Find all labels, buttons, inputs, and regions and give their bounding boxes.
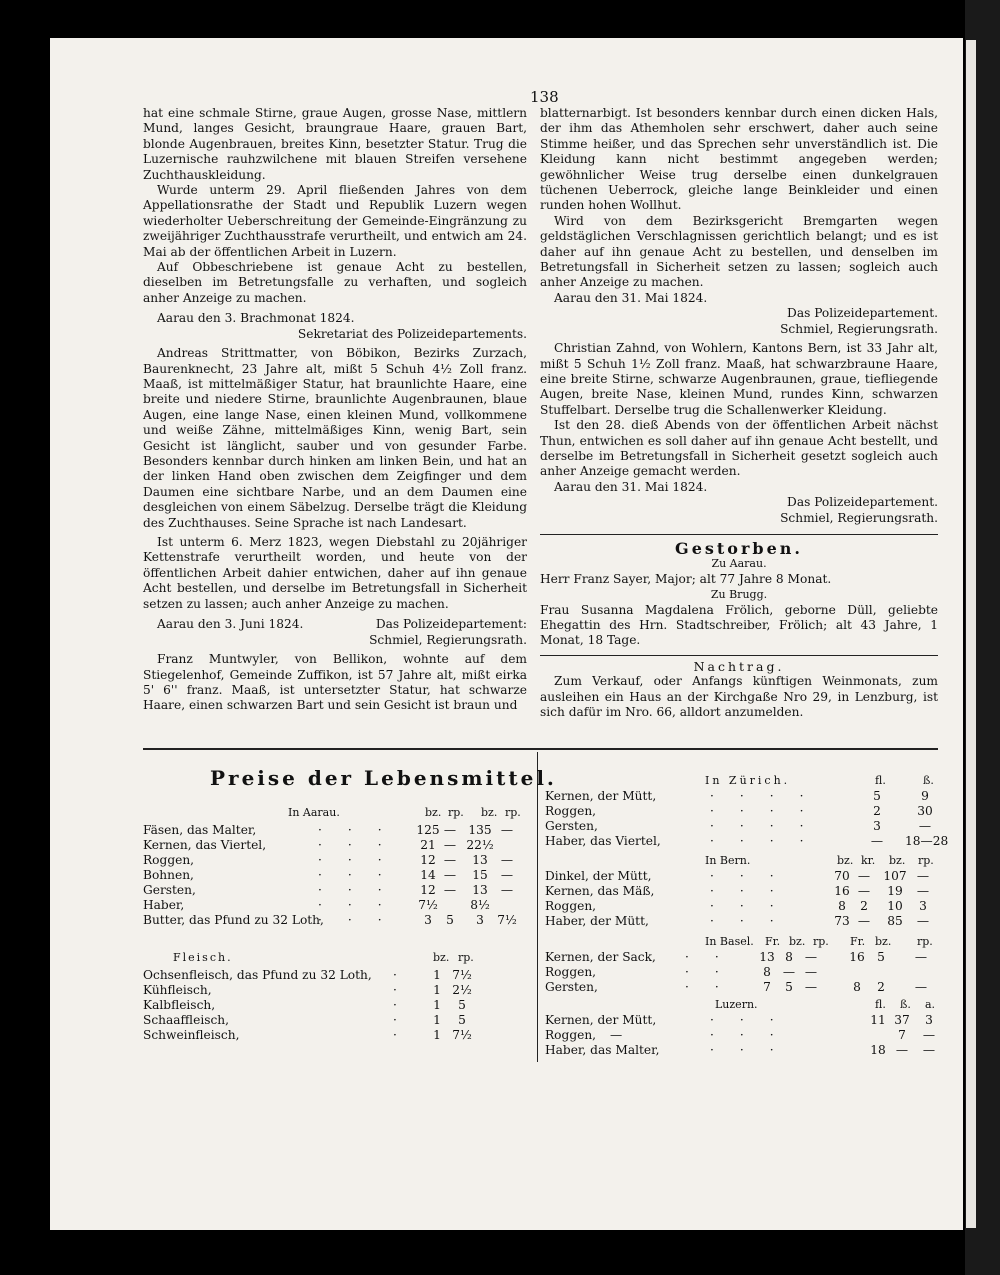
price-value: —: [500, 868, 514, 882]
price-value: —: [500, 883, 514, 897]
price-value: 1: [433, 1028, 441, 1042]
death-notice: Frau Susanna Magdalena Frölich, geborne Düll, geliebte Ehegattin des Hrn. Stadtschreiber, Frölich; alt 43 Jahre, 1 Monat, 18 Tage.: [540, 602, 938, 648]
leader-dots: ···: [710, 869, 800, 883]
signature: Schmiel, Regierungsrath.: [369, 632, 527, 647]
price-value: —: [443, 853, 457, 867]
price-value: 3: [925, 1013, 933, 1027]
price-value: —: [500, 853, 514, 867]
table-row: [143, 1013, 533, 1028]
leader-dots: ····: [710, 804, 830, 818]
date-line: Aarau den 31. Mai 1824.: [554, 290, 708, 305]
price-value: 7½: [418, 898, 438, 912]
item-label: Gersten,: [143, 883, 196, 897]
price-value: —: [857, 884, 871, 898]
dash: —: [610, 1028, 623, 1042]
section-divider: [143, 748, 938, 750]
price-value: 12: [420, 853, 436, 867]
paragraph: Zum Verkauf, oder Anfangs künftigen Weinmonats, zum ausleihen ein Haus an der Kirchgaße Nro 29, in Lenzburg, ist sich dafür im Nro. 66, alldort anzumelden.: [540, 674, 938, 720]
table-heading: In Zürich.: [705, 774, 791, 787]
item-label: Butter, das Pfund zu 32 Loth,: [143, 913, 324, 927]
price-value: —: [914, 950, 928, 964]
divider: [540, 534, 938, 535]
bern-prices-table: [545, 853, 940, 929]
table-heading: Luzern.: [715, 998, 758, 1011]
date-line: Aarau den 31. Mai 1824.: [554, 479, 708, 494]
fleisch-prices-table: [143, 950, 533, 1043]
column-header: rp.: [505, 806, 521, 819]
price-value: —: [857, 869, 871, 883]
zuerich-prices-table: [545, 773, 949, 849]
price-value: 2: [873, 804, 881, 818]
table-row: [545, 789, 940, 804]
price-value: 16: [834, 884, 850, 898]
price-value: 2½: [452, 983, 472, 997]
price-value: 10: [887, 899, 903, 913]
price-value: —: [916, 914, 930, 928]
column-header: bz.: [789, 935, 806, 948]
price-value: —: [870, 834, 884, 848]
price-value: 7½: [452, 1028, 472, 1042]
signature: Sekretariat des Polizeidepartements.: [297, 326, 527, 341]
column-header: bz.: [425, 806, 442, 819]
price-value: 7½: [452, 968, 472, 982]
price-value: 3: [476, 913, 484, 927]
price-value: 15: [472, 868, 488, 882]
leader-dots: ···: [318, 853, 408, 867]
death-notice: Herr Franz Sayer, Major; alt 77 Jahre 8 Monat.: [540, 571, 832, 586]
table-row: [143, 838, 533, 853]
price-value: 1: [433, 998, 441, 1012]
signature: Das Polizeidepartement.: [787, 495, 938, 510]
price-value: —: [916, 869, 930, 883]
column-header: bz.: [433, 951, 450, 964]
table-row: [545, 950, 940, 965]
date-line: Aarau den 3. Juni 1824.: [157, 617, 304, 631]
luzern-prices-table: [545, 997, 940, 1058]
column-header: a.: [925, 998, 936, 1011]
item-label: Kernen, der Mütt,: [545, 789, 657, 803]
table-row: [545, 980, 940, 995]
item-label: Ochsenfleisch, das Pfund zu 32 Loth,: [143, 968, 372, 982]
price-value: —: [918, 819, 932, 833]
item-label: Schaaffleisch,: [143, 1013, 230, 1027]
price-value: 1: [433, 983, 441, 997]
price-value: 125: [416, 823, 440, 837]
paragraph: Franz Muntwyler, von Bellikon, wohnte auf dem Stiegelenhof, Gemeinde Zuffikon, ist 57 Jahre alt, mißt eirka 5' 6'' franz. Maaß, ist untersetzter Statur, hat schwarze Haare, einen schwarzen Bart und sein Gesicht ist braun und: [143, 652, 527, 713]
leader-dots: ···: [318, 823, 408, 837]
table-row: [545, 834, 949, 849]
table-row: [545, 804, 940, 819]
leader-dots: ···: [710, 899, 800, 913]
leader-dots: ···: [318, 883, 408, 897]
leader-dots: ···: [710, 1043, 800, 1057]
item-label: Gersten,: [545, 819, 598, 833]
price-value: —: [443, 823, 457, 837]
divider: [540, 655, 938, 656]
item-label: Roggen,: [545, 899, 597, 913]
paragraph: Andreas Strittmatter, von Böbikon, Bezirks Zurzach, Baurenknecht, 23 Jahre alt, mißt 5 Schuh 4½ Zoll franz. Maaß, ist mittelmäßiger Statur, hat braunlichte Haare, eine breite und niedere Stirne, braunlichte Augenbraunen, blaue Augen, eine lange Nase, einen kleinen Mund, vollkommene und weiße Zähne, mittelmäßiges Kinn, wenig Bart, sein Gesicht ist länglicht, sauber und von gesunder Farbe. Besonders kennbar durch hinken am linken Bein, und hat an der linken Hand oben zwischen dem Zeigfinger und dem Daumen eine sichtbare Narbe, und an dem Daumen eine desgleichen von einem Säbelzug. Derselbe trägt die Kleidung des Zuchthauses. Seine Sprache ist nach Landesart.: [143, 346, 527, 530]
deaths-heading: Gestorben.: [675, 538, 803, 558]
price-value: 7½: [497, 913, 517, 927]
price-value: 5: [873, 789, 881, 803]
paragraph: Wird von dem Bezirksgericht Bremgarten wegen geldstäglichen Verschlagnissen gerichtlich belangt; und es ist daher auf ihn genaue Acht zu bestellen, und denselben im Betretungsfall in Sicherheit setzen zu lassen; sogleich auch anher Anzeige zu machen.: [540, 213, 938, 290]
item-label: Kernen, das Viertel,: [143, 838, 267, 852]
table-row: [143, 898, 533, 913]
paragraph: Ist unterm 6. Merz 1823, wegen Diebstahl zu 20jähriger Kettenstrafe verurtheilt worden, und heute von der öffentlichen Arbeit dahier entwichen, daher auf ihn genaue Acht bestellen, und derselbe im Betretungsfall in Sicherheit setzen zu lassen; auch anher Anzeige zu machen.: [143, 534, 527, 611]
paragraph: hat eine schmale Stirne, graue Augen, grosse Nase, mittlern Mund, langes Gesicht, braungraue Haare, grauen Bart, blonde Augenbrauen, breites Kinn, besetzter Statur. Trug die Luzernische rauhzwilchene mit blauen Streifen versehene Zuchthauskleidung.: [143, 106, 527, 182]
table-heading: In Bern.: [705, 854, 751, 867]
leader-dots: ·: [393, 968, 423, 982]
table-row: [143, 968, 533, 983]
price-value: 5: [458, 998, 466, 1012]
table-row: [143, 823, 533, 838]
leader-dots: ···: [318, 913, 408, 927]
table-row: [143, 998, 533, 1013]
price-value: 8½: [470, 898, 490, 912]
column-header: rp.: [917, 935, 933, 948]
price-value: 7: [898, 1028, 906, 1042]
price-value: 8: [853, 980, 861, 994]
price-value: —: [857, 914, 871, 928]
item-label: Fäsen, das Malter,: [143, 823, 257, 837]
table-row: [545, 914, 940, 929]
price-value: 85: [887, 914, 903, 928]
price-value: 1: [433, 1013, 441, 1027]
leader-dots: ···: [710, 1013, 800, 1027]
price-value: 8: [838, 899, 846, 913]
price-value: —: [916, 884, 930, 898]
price-value: —: [443, 883, 457, 897]
page-edge: [966, 40, 976, 1228]
signature: Schmiel, Regierungsrath.: [780, 510, 938, 525]
date-line: Aarau den 3. Brachmonat 1824.: [157, 311, 355, 326]
price-value: 1: [433, 968, 441, 982]
price-value: —: [782, 965, 796, 979]
leader-dots: ··: [685, 950, 745, 964]
price-value: 9: [921, 789, 929, 803]
price-value: 107: [883, 869, 907, 883]
price-value: 13: [472, 853, 488, 867]
table-row: [545, 965, 940, 980]
table-row: [143, 853, 533, 868]
price-value: 37: [894, 1013, 910, 1027]
price-value: 73: [834, 914, 850, 928]
item-label: Roggen,: [545, 804, 597, 818]
price-value: —: [922, 1028, 936, 1042]
price-value: 30: [917, 804, 933, 818]
item-label: Kühfleisch,: [143, 983, 212, 997]
paragraph: Ist den 28. dieß Abends von der öffentlichen Arbeit nächst Thun, entwichen es soll daher auf ihn genaue Acht bestellt, und derselbe im Betretungsfall in Sicherheit gesetzt sogleich auch anher Anzeige gemacht werden.: [540, 418, 938, 479]
price-value: 3: [873, 819, 881, 833]
leader-dots: ·: [393, 1028, 423, 1042]
place-heading: Zu Brugg.: [710, 588, 768, 602]
signature: Schmiel, Regierungsrath.: [780, 321, 938, 336]
page-number: 138: [530, 88, 559, 106]
column-header: ß.: [900, 998, 911, 1011]
item-label: Kalbfleisch,: [143, 998, 216, 1012]
leader-dots: ···: [710, 1028, 800, 1042]
table-heading: In Aarau.: [288, 806, 340, 819]
leader-dots: ·: [393, 983, 423, 997]
nachtrag-heading: Nachtrag.: [693, 658, 785, 674]
price-value: —: [500, 823, 514, 837]
table-row: [545, 899, 940, 914]
price-value: —: [804, 980, 818, 994]
price-value: 14: [420, 868, 436, 882]
item-label: Dinkel, der Mütt,: [545, 869, 652, 883]
item-label: Roggen,: [545, 1028, 597, 1042]
price-value: 3: [919, 899, 927, 913]
column-divider: [537, 752, 538, 1062]
item-label: Gersten,: [545, 980, 598, 994]
item-label: Haber,: [143, 898, 185, 912]
column-header: fl.: [875, 998, 886, 1011]
signature: Das Polizeidepartement:: [375, 617, 527, 632]
item-label: Kernen, das Mäß,: [545, 884, 655, 898]
item-label: Roggen,: [143, 853, 195, 867]
column-header: rp.: [918, 854, 934, 867]
leader-dots: ·: [393, 1013, 423, 1027]
price-value: 18: [870, 1043, 886, 1057]
leader-dots: ·: [393, 998, 423, 1012]
aarau-prices-table: [143, 805, 533, 928]
item-label: Bohnen,: [143, 868, 194, 882]
table-row: [545, 1013, 940, 1028]
price-value: —: [443, 868, 457, 882]
price-value: 5: [877, 950, 885, 964]
column-header: rp.: [448, 806, 464, 819]
basel-prices-table: [545, 934, 940, 995]
price-value: 18—28: [905, 834, 949, 848]
item-label: Schweinfleisch,: [143, 1028, 240, 1042]
price-value: 16: [849, 950, 865, 964]
price-value: 13: [472, 883, 488, 897]
table-row: [143, 983, 533, 998]
column-header: ß.: [923, 774, 934, 787]
column-header: bz.: [481, 806, 498, 819]
leader-dots: ···: [710, 914, 800, 928]
table-row: [143, 883, 533, 898]
price-value: 8: [785, 950, 793, 964]
table-row: [545, 1028, 940, 1043]
price-value: —: [914, 980, 928, 994]
table-row: [143, 1028, 533, 1043]
prices-title: Preise der Lebensmittel.: [210, 766, 557, 790]
price-value: —: [804, 965, 818, 979]
price-value: 70: [834, 869, 850, 883]
paragraph: blatternarbigt. Ist besonders kennbar durch einen dicken Hals, der ihm das Athemholen sehr erschwert, daher auch seine Stimme heißer, und das Sprechen sehr unverständlich ist. Die Kleidung kann nicht bestimmt angegeben werden; gewöhnlicher Weise trug derselbe einen dunkelgrauen tüchenen Ueberrock, gleiche lange Beinkleider und einen runden hohen Wollhut.: [540, 106, 938, 213]
table-row: [143, 913, 533, 928]
price-value: 21: [420, 838, 436, 852]
table-row: [545, 819, 940, 834]
price-value: —: [804, 950, 818, 964]
leader-dots: ····: [710, 789, 830, 803]
price-value: —: [922, 1043, 936, 1057]
table-row: [545, 884, 940, 899]
table-row: [143, 868, 533, 883]
price-value: 5: [785, 980, 793, 994]
price-value: 2: [877, 980, 885, 994]
table-heading: In Basel.: [705, 935, 754, 948]
item-label: Kernen, der Sack,: [545, 950, 656, 964]
column-header: bz.: [837, 854, 854, 867]
place-heading: Zu Aarau.: [711, 557, 767, 571]
item-label: Haber, der Mütt,: [545, 914, 649, 928]
leader-dots: ··: [685, 980, 745, 994]
price-value: 11: [870, 1013, 886, 1027]
table-heading: Fleisch.: [173, 951, 233, 964]
column-header: kr.: [861, 854, 876, 867]
paragraph: Christian Zahnd, von Wohlern, Kantons Bern, ist 33 Jahr alt, mißt 5 Schuh 1½ Zoll franz. Maaß, hat schwarzbraune Haare, eine breite Stirne, schwarze Augenbraunen, graue, tiefliegende Augen, breite Nase, kleinen Mund, rundes Kinn, schwarzen Stuffelbart. Derselbe trug die Schallenwerker Kleidung.: [540, 341, 938, 417]
price-value: 3: [424, 913, 432, 927]
item-label: Haber, das Viertel,: [545, 834, 661, 848]
column-header: rp.: [813, 935, 829, 948]
price-value: —: [895, 1043, 909, 1057]
price-value: 135: [468, 823, 492, 837]
item-label: Roggen,: [545, 965, 597, 979]
column-header: bz.: [875, 935, 892, 948]
paragraph: Auf Obbeschriebene ist genaue Acht zu bestellen, dieselben im Betretungsfalle zu verhaften, und sogleich anher Anzeige zu machen.: [143, 260, 527, 305]
column-header: rp.: [458, 951, 474, 964]
signature: Das Polizeidepartement.: [787, 306, 938, 321]
column-header: Fr.: [850, 935, 866, 948]
price-value: —: [443, 838, 457, 852]
column-header: fl.: [875, 774, 886, 787]
price-value: 7: [763, 980, 771, 994]
table-row: [545, 1043, 940, 1058]
leader-dots: ····: [710, 834, 830, 848]
price-value: 13: [759, 950, 775, 964]
price-value: 19: [887, 884, 903, 898]
price-value: 5: [446, 913, 454, 927]
leader-dots: ····: [710, 819, 830, 833]
column-header: Fr.: [765, 935, 781, 948]
price-value: 2: [860, 899, 868, 913]
price-value: 8: [763, 965, 771, 979]
leader-dots: ··: [685, 965, 745, 979]
price-value: 22½: [466, 838, 494, 852]
leader-dots: ···: [318, 838, 408, 852]
leader-dots: ···: [318, 898, 408, 912]
leader-dots: ···: [318, 868, 408, 882]
item-label: Haber, das Malter,: [545, 1043, 660, 1057]
price-value: 5: [458, 1013, 466, 1027]
item-label: Kernen, der Mütt,: [545, 1013, 657, 1027]
table-row: [545, 869, 940, 884]
right-column: [540, 106, 938, 720]
paragraph: Wurde unterm 29. April fließenden Jahres von dem Appellationsrathe der Stadt und Republik Luzern wegen wiederholter Ueberschreitung der Gemeinde-Eingränzung zu zweijähriger Zuchthausstrafe verurtheilt, und entwich am 24. Mai ab der öffentlichen Arbeit in Luzern.: [143, 183, 527, 259]
column-header: bz.: [889, 854, 906, 867]
left-column: [143, 106, 527, 714]
leader-dots: ···: [710, 884, 800, 898]
price-value: 12: [420, 883, 436, 897]
